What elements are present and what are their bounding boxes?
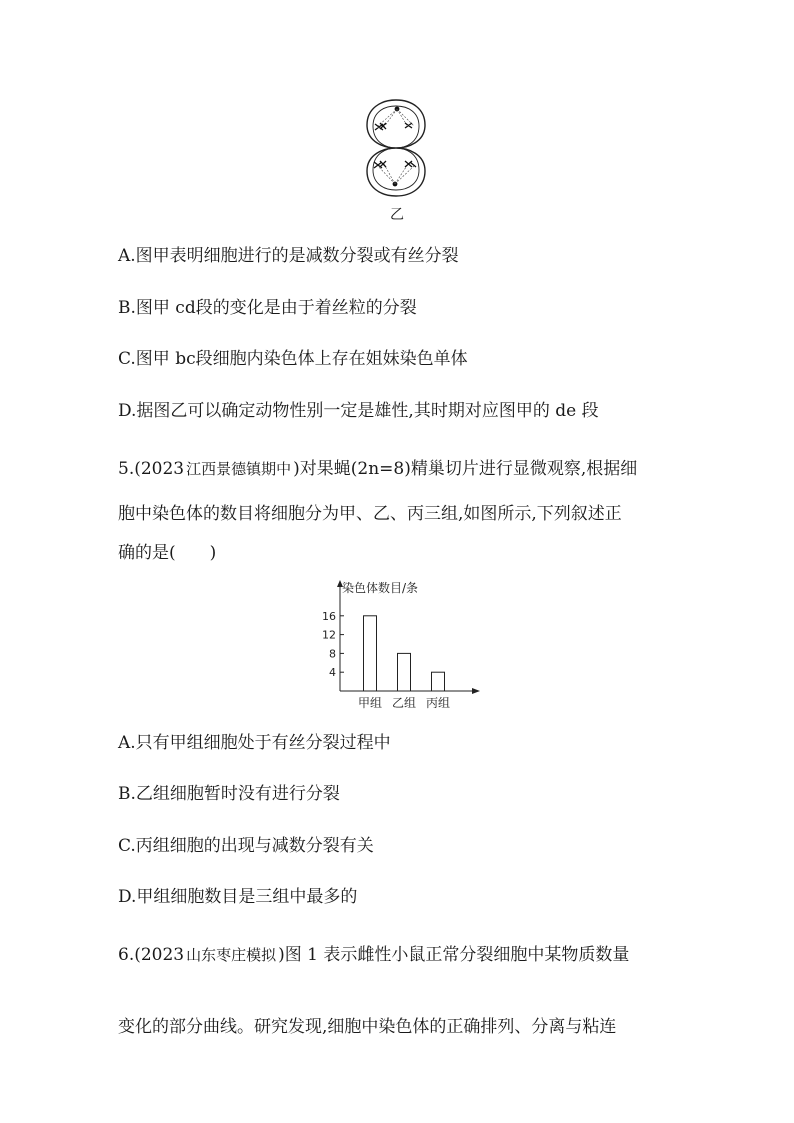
q6-source: 山东枣庄模拟 bbox=[186, 946, 277, 964]
y-tick-label: 16 bbox=[322, 609, 336, 623]
figure-caption: 乙 bbox=[390, 207, 404, 223]
bar-2 bbox=[398, 653, 411, 691]
y-tick-label: 4 bbox=[329, 666, 336, 680]
q4-option-d: D.据图乙可以确定动物性别一定是雄性,其时期对应图甲的 de 段 bbox=[118, 401, 599, 421]
q6-number: 6.(2023 bbox=[118, 945, 185, 965]
q5-option-c: C.丙组细胞的出现与减数分裂有关 bbox=[118, 836, 374, 856]
q4-option-c: C.图甲 bc段细胞内染色体上存在姐妹染色单体 bbox=[118, 349, 468, 369]
q4-option-a: A.图甲表明细胞进行的是减数分裂或有丝分裂 bbox=[118, 246, 459, 266]
x-category-label: 甲组 bbox=[357, 696, 383, 710]
q5-option-d: D.甲组细胞数目是三组中最多的 bbox=[118, 887, 358, 907]
q6-stem-line2: 变化的部分曲线。研究发现,细胞中染色体的正确排列、分离与粘连 bbox=[118, 1017, 617, 1037]
q6-stem-line1 bbox=[118, 947, 629, 964]
cell-division-figure bbox=[364, 98, 428, 198]
y-tick-label: 8 bbox=[329, 647, 336, 661]
x-axis-arrow bbox=[472, 688, 480, 694]
x-category-label: 丙组 bbox=[425, 696, 451, 710]
q5-stem-line1 bbox=[118, 461, 637, 478]
bar-3 bbox=[432, 672, 445, 691]
y-tick-label: 12 bbox=[322, 628, 336, 642]
q5-source: 江西景德镇期中 bbox=[186, 460, 292, 478]
q5-option-b: B.乙组细胞暂时没有进行分裂 bbox=[118, 784, 340, 804]
y-axis-label: 染色体数目/条 bbox=[342, 581, 419, 595]
q5-number: 5.(2023 bbox=[118, 459, 185, 479]
q5-stem-line3: 确的是( ) bbox=[118, 543, 217, 563]
q6-stem-text: )图 1 表示雌性小鼠正常分裂细胞中某物质数量 bbox=[278, 945, 630, 965]
q4-option-b: B.图甲 cd段的变化是由于着丝粒的分裂 bbox=[118, 298, 417, 318]
bar-1 bbox=[364, 616, 377, 691]
q5-stem-line2: 胞中染色体的数目将细胞分为甲、乙、丙三组,如图所示,下列叙述正 bbox=[118, 504, 622, 524]
q5-stem-text: )对果蝇(2n=8)精巢切片进行显微观察,根据细 bbox=[293, 459, 638, 479]
chromosome-count-bar-chart bbox=[300, 578, 490, 713]
x-category-label: 乙组 bbox=[391, 696, 417, 710]
q5-option-a: A.只有甲组细胞处于有丝分裂过程中 bbox=[118, 733, 391, 753]
